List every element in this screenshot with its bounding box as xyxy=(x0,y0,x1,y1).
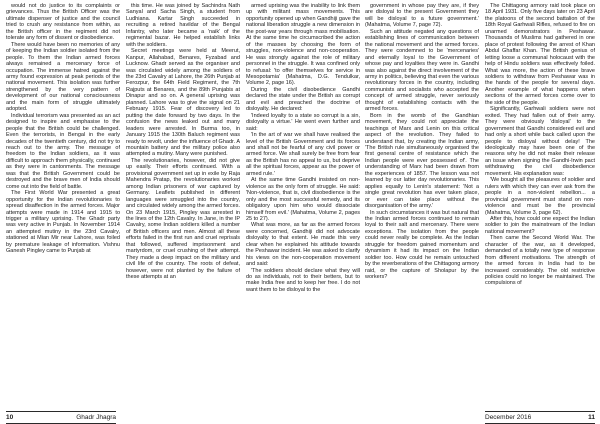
issue-date: December 2016 xyxy=(485,414,532,421)
text-column-1 xyxy=(6,3,120,403)
left-page-number: 10 xyxy=(6,414,14,421)
paragraph: 'Indeed loyalty to a state so corrupt is a sin, disloyalty a virtue.' He went even further and said: xyxy=(246,112,360,132)
paragraph: The revolutionaries, however, did not give up easily. Their efforts continued. With a provisional government set up in exile by Raja Mahendra Pratap, the revolutionaries worked among Indian prisoners of war captured by Germany. Leaflets published in different languages were smuggled into the country, and circulated widely among the armed forces. On 23 March 1915, Pingley was arrested in the lines of the 12th Cavalry. In Jane, in the IP Cavalry, some Indian soldiers killed a number of British officers and men. Almost all these efforts failed in the first run and cruel reprisals that followed, suffered imprisonment and martyrdom, or cruel crushing of their attempt. They made a deep impact on the military and civil life of the country. The roots of defeat, however, were not planted by the failure of these attempts at an xyxy=(126,157,240,281)
paragraph: The Chittagong armory raid took place on 18 April 1931. Only five days later on 23 April the platoons of the second battalion of the 18th Royal Garhwali Rifles, refused to fire on unarmed demonstrators in Peshawar. Thousands of Muslims had gathered in one place of protest following the arrest of Khan Abdul Ghaffar Khan. The British genius of letting loose a communal holocaust with the help of Hindu soldiers was effectively foiled. What was more, the action of these brave soldiers to withdraw from Peshawar was in the hands of the people for several days. Another example of what happens when sections of the armed forces come over to the side of the people. xyxy=(485,3,595,106)
paragraph: In such circumstances it was but natural that the Indian armed forces continued to remain loyal to their salt and mercenary. There were exceptions. The isolation from the people could never really be complete. As the Indian struggle for freedom gained momentum and dynamism it had its impact on the Indian soldier too. How could he remain untouched by the reverberations of the Chittagong armory raid, or the capture of Sholapur by the workers? xyxy=(365,209,479,281)
footer-left xyxy=(6,411,116,424)
paragraph: The First World War presented a great opportunity for the Indian revolutionaries to spread disaffection in the armed forces. Major attempts were made in 1914 and 1915 to trigger a military uprising. The Ghadr party was very active in Punjab. In November 1914 an attempted mutiny in the 23rd Cavalry, stationed at Mian Mir near Lahore, was foiled by premature leakage of information. Vishnu Ganesh Pingley came to Punjab at xyxy=(6,190,120,255)
paragraph: There would have been no memories of any of keeping the Indian soldier isolated from the people. To them the Indian armed forces always remained a mercenary force of occupation. The immense hatred against the army found expression at peak periods of the national movement. This isolation was further strengthened by the very pattern of development of our national consciousness and the main form of struggle ultimately adopted. xyxy=(6,41,120,113)
paragraph: After this, how could one expect the Indian soldier to join the mainstream of the Indian national movement? xyxy=(485,215,595,235)
paragraph: Significantly, Garhwali soldiers were not exited. They had fallen out of their army. They were obviously 'disloyal' to the government that Gandhi considered evil and had only a short while back called upon the people to disloyal without delay! The ideologically may have been one of the reasons why he did not make their release an issue when signing the Gandhi-Irwin pact withdrawing the civil disobedience movement. His explanation was: xyxy=(485,106,595,177)
footer-right xyxy=(485,411,595,424)
paragraph: 'The soldiers should declare what they will do as individuals, not to their betters, but to make India free and to keep her free. I do not want them to be disloyal to the xyxy=(246,267,360,293)
text-column-4 xyxy=(365,3,479,403)
paragraph: During the civil disobedience Gandhi declared the state under the British as corrupt and evil and preached the doctrine of disloyalty. He declared: xyxy=(246,86,360,113)
page-footer xyxy=(0,411,600,424)
paragraph: this time. He was joined by Sachindra Nath Sanyal and Sacha Singh, a student from Ludhiana. Kartar Singh succeeded in recruiting a retired havildar of the Bengal Infantry, who later became a 'naik' of the regimental bazar. He helped establish links with the soldiers. xyxy=(126,3,240,48)
paragraph: What was more, as far as the armed forces were concerned, Gandhiji did not advocate disloyalty to that extent. He made this very clear when he explained his attitude towards the Peshawar incident. He was asked to clarify his views on the non-cooperation movement and said: xyxy=(246,222,360,268)
paragraph: Individual terrorism was presented as an act designed to inspire and emphasise to the people that the British could be challenged. Even the terrorists, in Bengal in the early decades of the twentieth century, did not try to reach out to the army. The message of freedom to the Indian soldiers, as it was difficult to approach them physically, continued as they were in cantonments. The message was that the British Government could be destroyed and the brave men of India should come out into the field of battle. xyxy=(6,112,120,190)
text-column-3 xyxy=(246,3,360,403)
paragraph: 'We bought all the pleasures of soldier and rulers with which they can ever ask from the people in a non-violent rebellion... a provincial government must stand on non-violence and must be the provincial (Mahatma, Volume 3, page 62). xyxy=(485,177,595,216)
paragraph: Then came the Second World War. The character of the war, as it developed, demanded of a totally new type of response from different motivations. The strength of the armed forces in India had to be increased considerably. The old restrictive policies could no longer be maintained. The compulsions of xyxy=(485,235,595,287)
paragraph: Secret meetings were held at Meerut, Kanpur, Allahabad, Benares, Fyzabad and Lucknow. Ghadr served as the organiser and was circulated widely among the soldiers of the 23rd Cavalry at Lahore, the 26th Punjab at Ferozpur, the 64th Field Regiment, the 7th Rajputs at Benares, and the 89th Punjabis at Dinapur and so on. A general uprising was planned. Lahore was to give the signal on 21 February 1915. Fear of discovery led to putting the date forward by two days. In the confusion the news leaked out and many leaders were arrested. In Burma too, in January 1915 the 130th Baluch regiment was ready to revolt, under the influence of Ghadr. A mountain battery and the military police also attempted a mutiny. Many were punished. xyxy=(126,48,240,158)
magazine-name: Ghadr Jhagra xyxy=(76,414,116,421)
paragraph: armed uprising was the inability to link them up with militant mass movements. This opportunity opened up when Gandhiji gave the national liberation struggle a new dimension in the post-war years through mass mobilisation. At the same time he circumscribed the action of the masses by choosing the form of struggles, non-violence and non-cooperation. He was strongly against the role of military personnel in the struggle. It was confined only to refusal: 'to offer themselves for service in Mesopotamia' (Mahatma, D.G. Tendulkar, Volume 2, page 16). xyxy=(246,3,360,87)
paragraph: Born in the womb of the Gandhian movement, they could not appreciate the teachings of Marx and Lenin on this critical aspect of the revolution. They failed to understand that, by creating the Indian army, 'The British rule simultaneously organised the first general centre of resistance which the Indian people were ever possessed of'. The understanding of Marx had been drawn from the experiences of 1857. The lesson was not learned by our latter day revolutionaries. This applies equally to Lenin's statement: 'Not a single great revolution has ever taken place, or ever can take place without the disorganisation of the army.' xyxy=(365,112,479,210)
text-column-2 xyxy=(126,3,240,403)
text-column-5 xyxy=(485,3,595,403)
paragraph: Such an attitude negated any questions of establishing lines of communication between the national movement and the armed forces. They were condemned to be 'mercenaries' and eternally loyal to the Government of whose pay and loyalties they were in. Gandhi was also against the direct involvement of the army in politics, believing that even the various revolutionary forces in the country, including communists and socialists who accepted the concept of armed struggle, never seriously thought of establishing contacts with the armed forces. xyxy=(365,28,479,113)
paragraph: government in whose pay they are, if they are disloyal to the present Government they will be disloyal to a future government.' (Mahatma, Volume 7, page 72). xyxy=(365,3,479,29)
right-page-number: 11 xyxy=(588,414,595,421)
paragraph: At the same time Gandhi insisted on non-violence as the only form of struggle. He said: 'Non-violence, that is, civil disobedience is the only and the most successful remedy, and its obligatory upon him who would dissociate himself from evil.' (Mahatma, Volume 2, pages 25 to 27). xyxy=(246,177,360,222)
paragraph: would not do justice to its complaints or grievances. Thus the British Officer was the ultimate dispenser of justice and the council tried to crush any resistance from within, as the British officer in the regiment did not tolerate any form of dissent or disobedience. xyxy=(6,3,120,42)
paragraph: 'In the art of war we shall have realised the level of the British Government and its forces and shall not be fearful of any civil power or armed force. We shall surely be free from fear as the British has no appeal to us, but deprive all the spiritual forces, appear as the power of armed rule.' xyxy=(246,132,360,177)
